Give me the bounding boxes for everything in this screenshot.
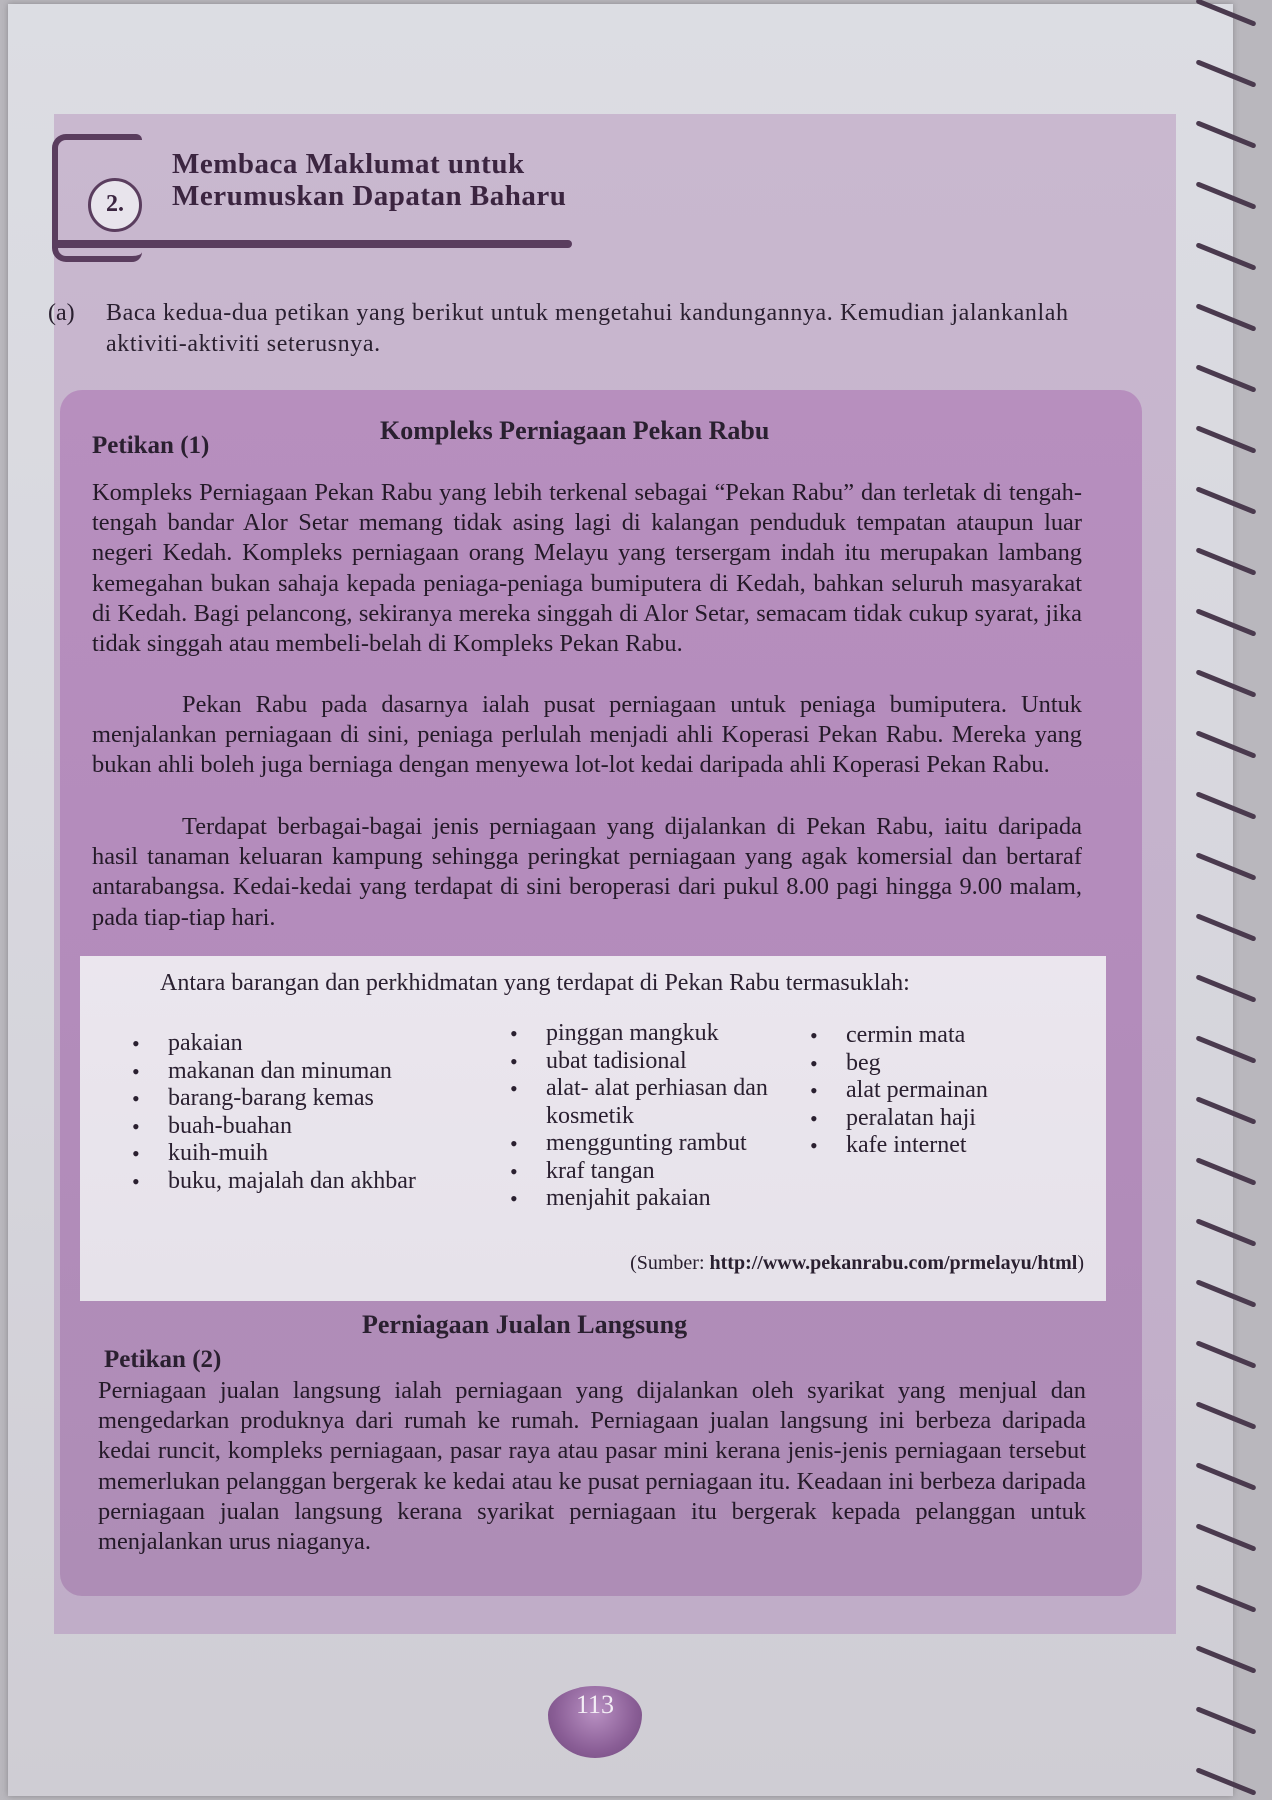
edge-stroke	[1195, 1279, 1256, 1308]
edge-stroke	[1195, 1340, 1256, 1369]
edge-stroke	[1195, 59, 1256, 88]
edge-stroke	[1195, 730, 1256, 759]
list-item: • buah-buahan	[132, 1113, 452, 1141]
source-prefix: (Sumber:	[630, 1252, 710, 1274]
edge-stroke	[1195, 1401, 1256, 1430]
source-url: http://www.pekanrabu.com/prmelayu/html	[709, 1252, 1078, 1274]
edge-stroke	[1195, 181, 1256, 210]
instruction-label: (a)	[48, 300, 75, 326]
page-number: 113	[575, 1690, 615, 1719]
edge-stroke	[1195, 486, 1256, 515]
list-item: • menjahit pakaian	[510, 1185, 820, 1213]
edge-stroke	[1195, 425, 1256, 454]
section-title-line2: Merumuskan Dapatan Baharu	[172, 180, 567, 212]
services-list-intro: Antara barangan dan perkhidmatan yang terdapat di Pekan Rabu termasuklah:	[160, 970, 910, 996]
list-item: • kafe internet	[810, 1132, 1080, 1160]
section-title-line1: Membaca Maklumat untuk	[172, 148, 525, 180]
list-item: • barang-barang kemas	[132, 1085, 452, 1113]
petikan1-paragraph-3: Terdapat berbagai-bagai jenis perniagaan yang dijalankan di Pekan Rabu, iaitu daripada hasil tanaman keluaran kampung sehingga peringkat perniagaan yang agak komersial dan bertaraf antarabangsa. Kedai-kedai yang terdapat di sini beroperasi dari pukul 8.00 pagi hingga 9.00 malam, pada tiap-tiap hari.	[92, 813, 1082, 931]
page-edge-decoration	[1178, 0, 1268, 1800]
edge-stroke	[1195, 1645, 1256, 1674]
petikan1-paragraph-2: Pekan Rabu pada dasarnya ialah pusat perniagaan untuk peniaga bumiputera. Untuk menjalankan perniagaan di sini, peniaga perlulah menjadi ahli Koperasi Pekan Rabu. Mereka yang bukan ahli boleh juga berniaga dengan menyewa lot-lot kedai daripada ahli Koperasi Pekan Rabu.	[92, 691, 1082, 779]
list-item: • kuih-muih	[132, 1140, 452, 1168]
petikan2-paragraph: Perniagaan jualan langsung ialah perniagaan yang dijalankan oleh syarikat yang menjual dan mengedarkan produknya dari rumah ke rumah. Perniagaan jualan langsung ini berbeza daripada kedai runcit, kompleks perniagaan, pasar raya atau pasar mini kerana jenis-jenis perniagaan tersebut memerlukan pelanggan bergerak ke kedai atau ke pusat perniagaan itu. Keadaan ini berbeza daripada perniagaan jualan langsung kerana syarikat perniagaan itu bergerak kepada pelanggan untuk menjalankan urus niaganya.	[98, 1377, 1086, 1556]
petikan1-label: Petikan (1)	[92, 432, 210, 459]
edge-stroke	[1195, 0, 1256, 27]
section-underline	[52, 240, 572, 248]
edge-stroke	[1195, 547, 1256, 576]
petikan2-title: Perniagaan Jualan Langsung	[362, 1310, 688, 1339]
edge-stroke	[1195, 1584, 1256, 1613]
services-column-2	[510, 1020, 820, 1213]
edge-stroke	[1195, 1706, 1256, 1735]
edge-stroke	[1195, 791, 1256, 820]
list-item: • beg	[810, 1050, 1080, 1078]
edge-stroke	[1195, 1462, 1256, 1491]
section-number: 2.	[88, 178, 142, 232]
list-item: • pakaian	[132, 1030, 452, 1058]
list-item: • cermin mata	[810, 1022, 1080, 1050]
list-item: • alat- alat perhiasan dan kosmetik	[510, 1075, 820, 1130]
section-title	[172, 148, 592, 212]
services-column-1	[132, 1030, 452, 1195]
list-item: • kraf tangan	[510, 1158, 820, 1186]
petikan2-label: Petikan (2)	[104, 1346, 222, 1373]
edge-stroke	[1195, 913, 1256, 942]
list-item: • ubat tadisional	[510, 1048, 820, 1076]
edge-stroke	[1195, 1035, 1256, 1064]
services-column-3	[810, 1022, 1080, 1160]
list-item: • menggunting rambut	[510, 1130, 820, 1158]
edge-stroke	[1195, 120, 1256, 149]
edge-stroke	[1195, 364, 1256, 393]
edge-stroke	[1195, 1523, 1256, 1552]
list-item: • makanan dan minuman	[132, 1058, 452, 1086]
edge-stroke	[1195, 669, 1256, 698]
instruction-text: Baca kedua-dua petikan yang berikut untuk mengetahui kandungannya. Kemudian jalankanlah aktiviti-aktiviti seterusnya.	[106, 300, 1069, 357]
edge-stroke	[1195, 1157, 1256, 1186]
source-suffix: )	[1077, 1252, 1084, 1274]
list-item: • buku, majalah dan akhbar	[132, 1168, 452, 1196]
edge-stroke	[1195, 608, 1256, 637]
edge-stroke	[1195, 974, 1256, 1003]
edge-stroke	[1195, 303, 1256, 332]
petikan1-title: Kompleks Perniagaan Pekan Rabu	[380, 416, 770, 445]
edge-stroke	[1195, 852, 1256, 881]
list-item: • peralatan haji	[810, 1105, 1080, 1133]
list-item: • alat permainan	[810, 1077, 1080, 1105]
edge-stroke	[1195, 1218, 1256, 1247]
source-citation	[630, 1252, 1084, 1275]
edge-stroke	[1195, 242, 1256, 271]
petikan1-paragraph-1: Kompleks Perniagaan Pekan Rabu yang lebih terkenal sebagai “Pekan Rabu” dan terletak di tengah-tengah bandar Alor Setar memang tidak asing lagi di kalangan penduduk tempatan ataupun luar negeri Kedah. Kompleks perniagaan orang Melayu yang tersergam indah itu merupakan lambang kemegahan bukan sahaja kepada peniaga-peniaga bumiputera di Kedah, bahkan seluruh masyarakat di Kedah. Bagi pelancong, sekiranya mereka singgah di Alor Setar, semacam tidak cukup syarat, jika tidak singgah atau membeli-belah di Kompleks Pekan Rabu.	[92, 479, 1082, 658]
services-list-box	[80, 956, 1106, 1301]
list-item: • pinggan mangkuk	[510, 1020, 820, 1048]
edge-stroke	[1195, 1096, 1256, 1125]
edge-stroke	[1195, 1767, 1256, 1796]
